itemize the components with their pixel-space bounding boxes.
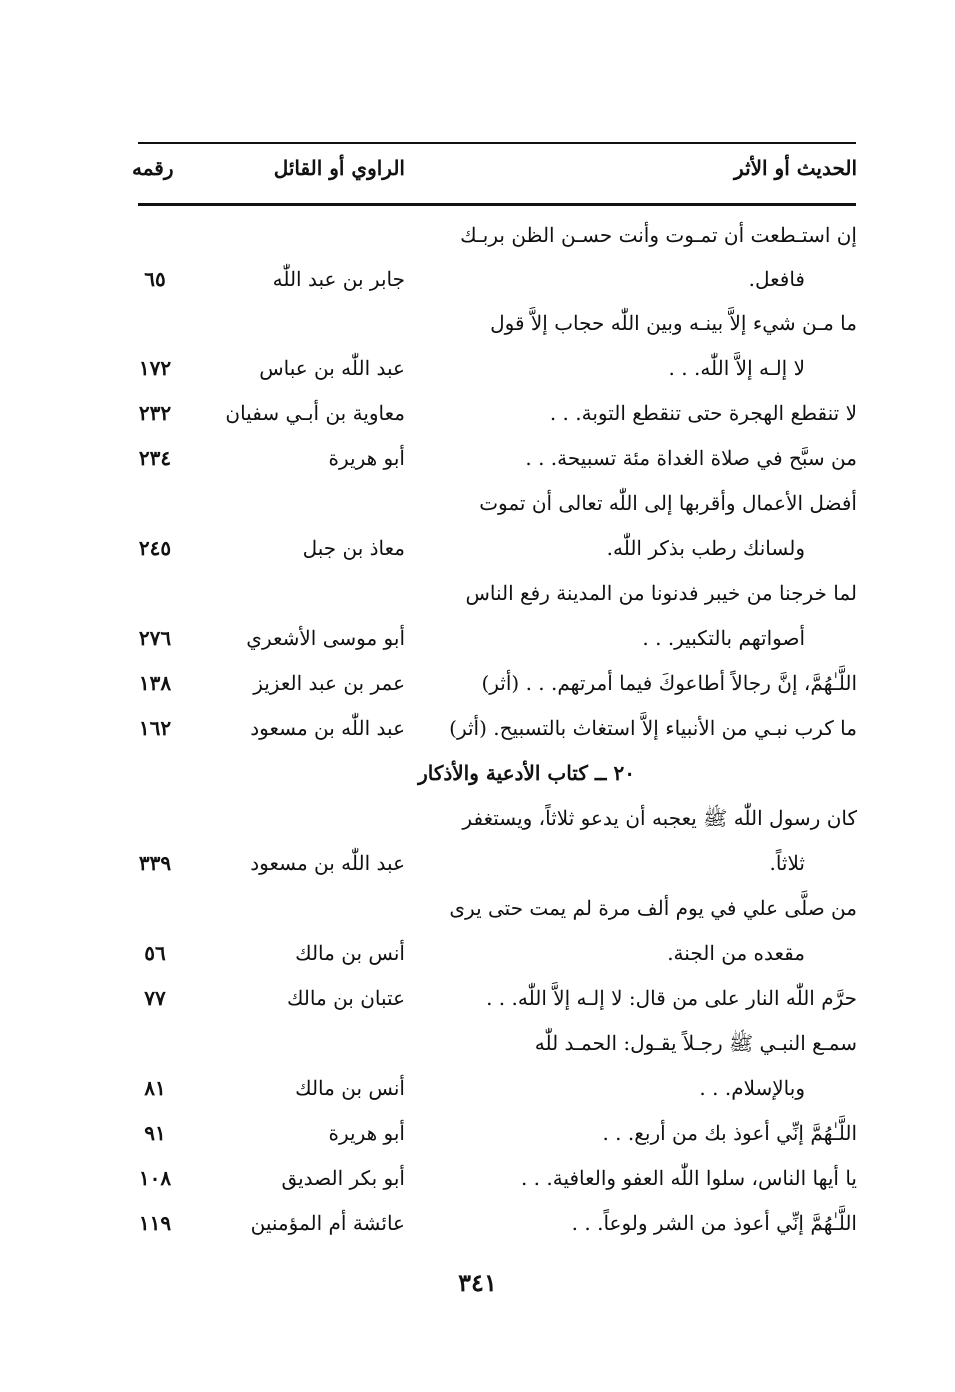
row-text: وبالإسلام. . . bbox=[699, 1076, 805, 1100]
row-text: لما خرجنا من خيبر فدنونا من المدينة رفع الناس bbox=[465, 581, 857, 605]
row-narrator: عمر بن عبد العزيز bbox=[253, 671, 405, 695]
row-text: اللَّـٰهُمَّ، إنَّ رجالاً أطاعوكَ فيما أمرتهم. . . (أثر) bbox=[481, 671, 857, 695]
row-narrator: عائشة أم المؤمنين bbox=[250, 1211, 405, 1235]
row-text: لا تنقطع الهجرة حتى تنقطع التوبة. . . bbox=[549, 401, 857, 425]
row-text: إن استـطعت أن تمـوت وأنت حسـن الظن بربـك bbox=[460, 223, 857, 247]
header-number-column: رقمه bbox=[132, 156, 174, 180]
row-number: ١٣٨ bbox=[138, 671, 172, 695]
row-narrator: أنس بن مالك bbox=[295, 941, 405, 965]
row-number: ٣٣٩ bbox=[138, 851, 172, 875]
row-narrator: عبد اللّٰه بن عباس bbox=[259, 356, 405, 380]
row-text: ما كرب نبـي من الأنبياء إلاَّ استغاث بالتسبيح. (أثر) bbox=[449, 716, 857, 740]
row-number: ٢٣٢ bbox=[138, 401, 172, 425]
row-number: ٧٧ bbox=[144, 986, 166, 1010]
row-text: ثلاثاً. bbox=[769, 851, 805, 875]
row-narrator: جابر بن عبد اللّٰه bbox=[272, 267, 405, 291]
row-number: ١١٩ bbox=[138, 1211, 172, 1235]
row-number: ١٦٢ bbox=[138, 716, 172, 740]
row-narrator: معاوية بن أبـي سفيان bbox=[225, 401, 405, 425]
row-text: حرَّم اللّٰه النار على من قال: لا إلـه إلاَّ اللّٰه. . . bbox=[486, 986, 857, 1010]
row-text: اللَّـٰهُمَّ إنِّي أعوذ من الشر ولوعاً. . . bbox=[571, 1211, 857, 1235]
row-text: من سبَّح في صلاة الغداة مئة تسبيحة. . . bbox=[525, 446, 857, 470]
row-number: ٥٦ bbox=[144, 941, 166, 965]
header-rule bbox=[138, 203, 856, 206]
row-text: أصواتهم بالتكبير. . . bbox=[642, 626, 805, 650]
row-narrator: أنس بن مالك bbox=[295, 1076, 405, 1100]
page-number: ٣٤١ bbox=[458, 1268, 497, 1297]
row-number: ٢٤٥ bbox=[138, 536, 172, 560]
row-number: ٢٧٦ bbox=[138, 626, 172, 650]
row-narrator: أبو بكر الصديق bbox=[281, 1166, 405, 1190]
row-number: ١٧٢ bbox=[138, 356, 172, 380]
row-text: سمـع النبـي ﷺ رجـلاً يقـول: الحمـد للّٰه bbox=[534, 1031, 857, 1055]
row-narrator: عتبان بن مالك bbox=[286, 986, 405, 1010]
header-narrator-column: الراوي أو القائل bbox=[273, 156, 405, 180]
row-narrator: معاذ بن جبل bbox=[302, 536, 405, 560]
row-number: ٩١ bbox=[144, 1121, 166, 1145]
row-text: مقعده من الجنة. bbox=[667, 941, 805, 965]
row-text: ولسانك رطب بذكر اللّٰه. bbox=[606, 536, 805, 560]
row-narrator: أبو هريرة bbox=[328, 1121, 405, 1145]
row-narrator: أبو موسى الأشعري bbox=[246, 626, 405, 650]
row-text: اللَّـٰهُمَّ إنِّي أعوذ بك من أربع. . . bbox=[602, 1121, 857, 1145]
row-text: من صلَّى علي في يوم ألف مرة لم يمت حتى يرى bbox=[449, 896, 857, 920]
top-rule bbox=[138, 142, 856, 144]
row-text: أفضل الأعمال وأقربها إلى اللّٰه تعالى أن تموت bbox=[479, 491, 857, 515]
row-number: ٨١ bbox=[144, 1076, 166, 1100]
row-text: يا أيها الناس، سلوا اللّٰه العفو والعافية. . . bbox=[520, 1166, 857, 1190]
row-narrator: عبد اللّٰه بن مسعود bbox=[250, 716, 405, 740]
row-text: لا إلـه إلاَّ اللّٰه. . . bbox=[668, 356, 805, 380]
row-narrator: عبد اللّٰه بن مسعود bbox=[250, 851, 405, 875]
row-text: فافعل. bbox=[748, 267, 805, 291]
row-text: كان رسول اللّٰه ﷺ يعجبه أن يدعو ثلاثاً، ويستغفر bbox=[462, 806, 857, 830]
row-text: ما مـن شيء إلاَّ بينـه وبين اللّٰه حجاب إلاَّ قول bbox=[490, 311, 857, 335]
row-narrator: أبو هريرة bbox=[328, 446, 405, 470]
header-text-column: الحديث أو الأثر bbox=[734, 156, 857, 180]
row-number: ٢٣٤ bbox=[138, 446, 172, 470]
row-number: ٦٥ bbox=[144, 267, 166, 291]
row-number: ١٠٨ bbox=[138, 1166, 172, 1190]
section-heading: ٢٠ ــ كتاب الأدعية والأذكار bbox=[418, 761, 635, 785]
